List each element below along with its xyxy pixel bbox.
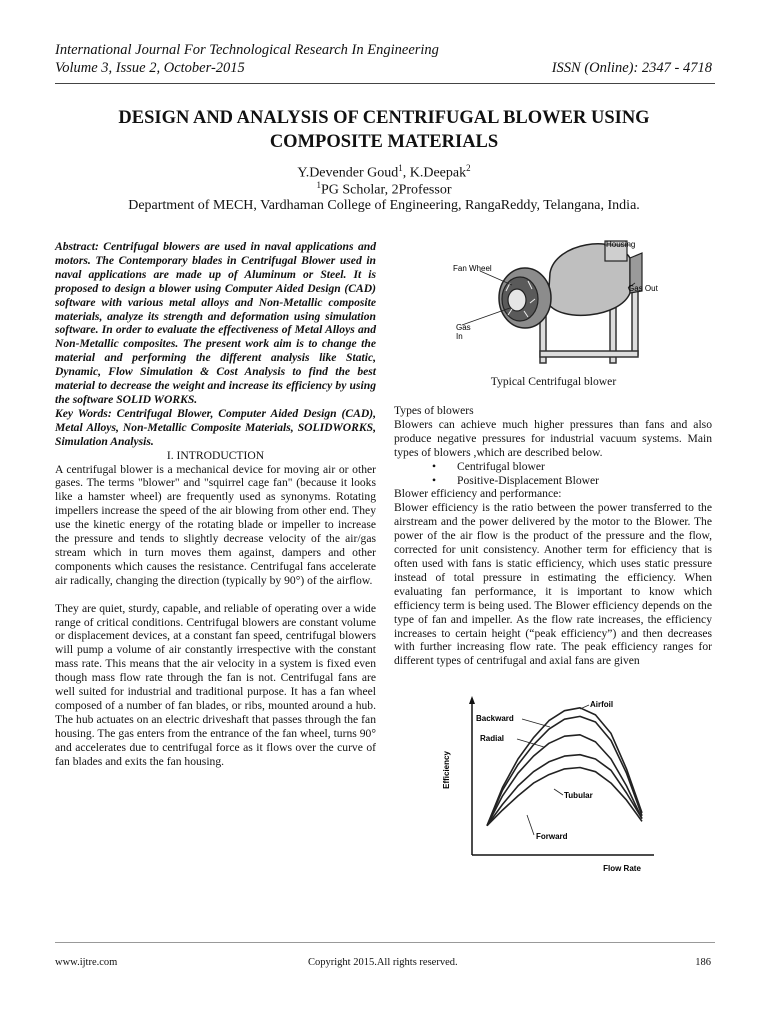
frame-base	[540, 351, 638, 357]
series-leader-forward	[527, 815, 534, 835]
list-item: • Positive-Displacement Blower	[394, 474, 712, 488]
series-leader-radial	[517, 739, 544, 747]
journal-name: International Journal For Technological Research In Engineering	[55, 42, 439, 58]
series-leader-airfoil	[580, 705, 589, 709]
efficiency-chart	[432, 695, 664, 880]
journal-volume: Volume 3, Issue 2, October-2015	[55, 60, 245, 76]
department: Department of MECH, Vardhaman College of Engineering, RangaReddy, Telangana, India.	[128, 198, 640, 213]
series-label-forward: Forward	[536, 832, 568, 841]
intro-paragraph-2: They are quiet, sturdy, capable, and reliable of operating over a wide range of critical conditions. Centrifugal blowers are constant volume or displacement devices, at a constant fan speed, centrifugal blowers will pump a volume of air constantly irrespective with the constant mass rate. This means that the air velocity in a system is fixed even though mass flow rate through the fan is not. Centrifugal fans are well suited for industrial and traditional purpose. It has a fan wheel composed of a number of fan blades, or ribs, mounted around a hub. The hub actuates on an electric driveshaft that passes through the fan housing. The gas enters from the entrance of the fan wheel, turns 90° and accelerates due to centrifugal force as it flows over the curve of fan blades and exits the fan housing.	[55, 601, 376, 768]
series-line-airfoil	[487, 708, 642, 826]
header-rule	[55, 83, 715, 84]
author-2-sup: 2	[466, 163, 471, 173]
types-list	[394, 460, 712, 488]
list-item: • Centrifugal blower	[394, 460, 712, 474]
paper-title	[40, 106, 728, 154]
types-heading: Types of blowers	[394, 404, 474, 417]
label-housing: Housing	[606, 240, 636, 249]
series-leader-tubular	[554, 789, 563, 795]
label-gas-out: Gas Out	[628, 284, 658, 293]
frame-leg	[632, 285, 638, 355]
keywords: Key Words: Centrifugal Blower, Computer Aided Design (CAD), Metal Alloys, Non-Metallic Composite Materials, SOLIDWORKS, Simulation Analysis.	[55, 406, 376, 448]
series-label-radial: Radial	[480, 734, 505, 743]
authors	[40, 163, 728, 182]
footer-rule	[55, 942, 715, 943]
intro-paragraph-1: A centrifugal blower is a mechanical device for moving air or other gases. The terms "blower" and "squirrel cage fan" (because it looks like a hamster wheel) are frequently used as synonyms. Rotating impellers increase the speed of the air blowing from other end. They use the kinetic energy of the rotating blade or impeller to increase the pressure and tends to slightly decrease velocity of the air/gas stream which in turn moves them against, dampers and other components which causes the resistance. Centrifugal fans accelerate air radically, changing the direction (typically by 90°) of the airflow.	[55, 462, 376, 587]
x-axis-label: Flow Rate	[603, 864, 641, 873]
label-fan-wheel: Fan Wheel	[453, 264, 492, 273]
abstract: Abstract: Centrifugal blowers are used in naval applications and motors. The Contemporary blades in Centrifugal Blower used in naval applications are made up of Aluminum or Steel. It is proposed to design a blower using Computer Aided Design (CAD) software with various metal alloys and Non-Metallic composite materials, analyze its strength and deformation using simulation software. In order to evaluate the effectiveness of Metal Alloys and Non-Metallic composites. The present work aim is to change the material and performing the different analysis like Static, Dynamic, Flow Simulation & Cost Analysis to find the best material to decrease the weight and increase its efficiency by using the software SOLID WORKS.	[55, 240, 376, 406]
affiliation-roles	[40, 180, 728, 199]
affil-roles-text: PG Scholar, 2Professor	[321, 182, 452, 198]
affil-sup: 1	[316, 180, 321, 190]
figure-caption: Typical Centrifugal blower	[490, 375, 617, 388]
y-axis-label: Efficiency	[442, 751, 451, 789]
footer-website: www.ijtre.com	[55, 957, 118, 968]
y-axis-arrow	[469, 696, 475, 704]
efficiency-text: Blower efficiency is the ratio between the power transferred to the airstream and the power delivered by the motor to the Blower. The power of the air flow is the product of the pressure and the flow, corrected for unit consistency. Another term for efficiency that is often used with fans is static efficiency, which uses static pressure instead of total pressure in estimating the efficiency. When evaluating fan performance, it is important to know which efficiency term is being used. The Blower efficiency depends on the type of fan and impeller. As the flow rate increases, the efficiency increases to certain height (“peak efficiency”) and then decreases with further increasing flow rate. The peak efficiency ranges for different types of centrifugal and axial fans are given	[394, 501, 712, 668]
author-sep: , K.Deepak	[402, 165, 467, 181]
types-text: Blowers can achieve much higher pressures than fans and also produce negative pressures for industrial vacuum systems. Main types of blowers ,which are described below.	[394, 417, 712, 459]
paper-title-line2: COMPOSITE MATERIALS	[269, 132, 499, 152]
author-1-sup: 1	[398, 163, 403, 173]
section-heading-introduction: I. INTRODUCTION	[166, 448, 265, 462]
paper-title-line1: DESIGN AND ANALYSIS OF CENTRIFUGAL BLOWER USING	[118, 108, 650, 128]
journal-issn: ISSN (Online): 2347 - 4718	[551, 60, 712, 76]
footer-page-number: 186	[695, 957, 711, 968]
label-gas-in-2: In	[456, 332, 463, 341]
footer-copyright: Copyright 2015.All rights reserved.	[308, 957, 458, 968]
right-column	[394, 404, 712, 668]
efficiency-heading: Blower efficiency and performance:	[394, 487, 562, 501]
label-gas-in-1: Gas	[456, 323, 471, 332]
fan-wheel-hub	[508, 289, 526, 311]
left-column	[55, 240, 376, 769]
centrifugal-blower-figure	[440, 233, 690, 373]
author-1: Y.Devender Goud	[297, 165, 399, 181]
series-label-backward: Backward	[476, 714, 514, 723]
series-label-tubular: Tubular	[564, 791, 593, 800]
series-label-airfoil: Airfoil	[590, 700, 614, 709]
